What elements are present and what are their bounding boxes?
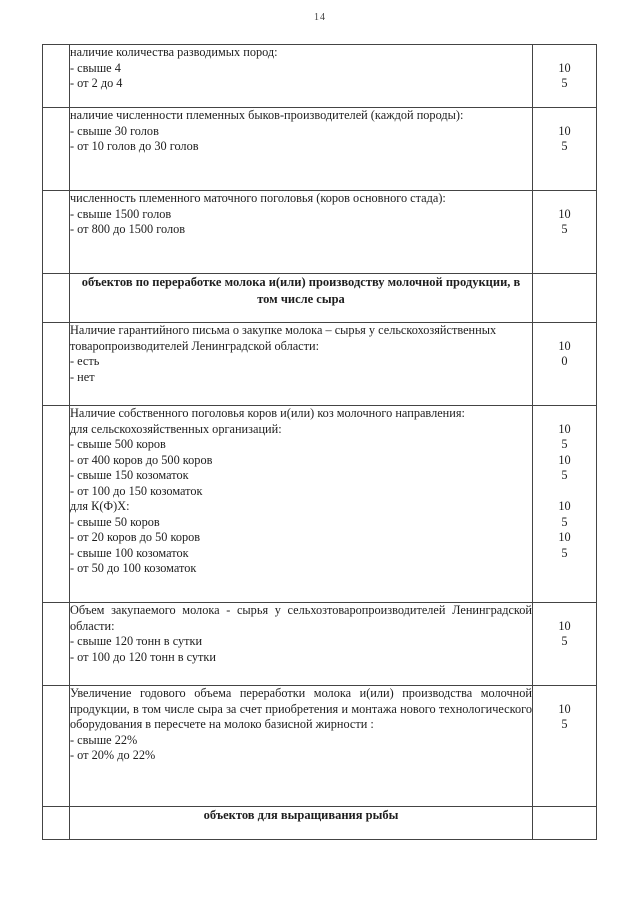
number-cell [43, 807, 70, 840]
criterion-option: - от 100 до 150 козоматок [70, 483, 203, 498]
score-value: 10 [558, 206, 571, 221]
criterion-option: - от 10 голов до 30 голов [70, 139, 199, 153]
number-cell [43, 274, 70, 323]
criterion-title: наличие численности племенных быков-производителей (каждой породы): [70, 108, 464, 122]
number-cell [43, 323, 70, 406]
score-cell [533, 191, 597, 274]
criterion-title: численность племенного маточного поголовья (коров основного стада): [70, 191, 446, 205]
score-cell [533, 603, 597, 686]
score-value: 5 [561, 139, 568, 153]
criterion-text-cell [70, 603, 533, 686]
number-cell [43, 191, 70, 274]
section-heading-row [43, 274, 597, 323]
criterion-text-cell [70, 686, 533, 807]
criterion-row [43, 323, 597, 406]
number-cell [43, 686, 70, 807]
criterion-row [43, 603, 597, 686]
score-value: 5 [561, 437, 568, 451]
score-cell [533, 274, 597, 323]
criterion-title: Наличие собственного поголовья коров и(или) коз молочного направления: [70, 406, 465, 420]
criterion-option: - свыше 4 [70, 60, 121, 75]
score-value [533, 603, 596, 619]
criteria-table-body [43, 45, 597, 840]
criterion-text-cell [70, 108, 533, 191]
section-heading-row [43, 807, 597, 840]
criterion-option: - свыше 120 тонн в сутки [70, 634, 203, 648]
score-value: 5 [561, 717, 568, 731]
criterion-text-cell [70, 323, 533, 406]
criterion-row [43, 686, 597, 807]
criterion-option: - свыше 50 коров [70, 514, 160, 529]
criterion-option: - от 20 коров до 50 коров [70, 530, 201, 544]
criterion-title: Объем закупаемого молока - сырья у сельхозтоваропроизводителей Ленинградской области: [70, 603, 532, 633]
criterion-option: - нет [70, 369, 95, 384]
criterion-text-cell [70, 191, 533, 274]
criterion-option: - от 100 до 120 тонн в сутки [70, 649, 216, 664]
criterion-option: - от 400 коров до 500 коров [70, 452, 213, 467]
section-heading: объектов по переработке молока и(или) производству молочной продукции, в том числе сыра [70, 274, 533, 323]
score-value: 5 [561, 468, 568, 482]
score-value: 10 [558, 60, 571, 75]
criterion-title: Увеличение годового объема переработки молока и(или) производства молочной продукции, в том числе сыра за счет приобретения и монтажа нового технологического оборудования в пересчете на молоко базисной жирности : [70, 686, 532, 731]
criterion-option: - от 20% до 22% [70, 748, 156, 762]
score-value: 5 [561, 222, 568, 236]
criterion-option: - свыше 100 козоматок [70, 545, 189, 560]
score-cell [533, 323, 597, 406]
criterion-option: - свыше 30 голов [70, 123, 159, 138]
score-value [533, 191, 596, 207]
criterion-option: для К(Ф)Х: [70, 499, 130, 513]
score-cell [533, 45, 597, 108]
score-value: 10 [558, 618, 571, 633]
score-value [533, 406, 596, 422]
score-cell [533, 807, 597, 840]
criterion-option: - от 800 до 1500 голов [70, 222, 186, 236]
score-cell [533, 406, 597, 603]
score-value: 10 [558, 338, 571, 353]
criterion-option: - свыше 150 козоматок [70, 468, 189, 482]
section-heading: объектов для выращивания рыбы [70, 807, 533, 840]
score-value [533, 45, 596, 61]
score-value: 5 [561, 514, 568, 529]
page-number: 14 [314, 12, 326, 23]
criterion-row [43, 45, 597, 108]
score-value [533, 484, 596, 500]
score-value: 10 [558, 701, 571, 716]
score-value: 0 [561, 354, 568, 368]
criterion-option: для сельскохозяйственных организаций: [70, 421, 282, 436]
criteria-table [42, 44, 597, 840]
criterion-row [43, 108, 597, 191]
criterion-option: - от 50 до 100 козоматок [70, 561, 197, 575]
criterion-option: - свыше 22% [70, 732, 138, 747]
score-value: 5 [561, 76, 568, 90]
score-value [533, 108, 596, 124]
score-value: 10 [558, 123, 571, 138]
score-cell [533, 686, 597, 807]
score-value: 10 [558, 452, 571, 467]
score-value: 10 [558, 530, 571, 544]
number-cell [43, 108, 70, 191]
number-cell [43, 45, 70, 108]
score-value: 10 [558, 499, 571, 513]
criterion-title: Наличие гарантийного письма о закупке молока – сырья у сельскохозяйственных товаропроизводителей Ленинградской области: [70, 323, 497, 353]
score-value [533, 323, 596, 339]
score-value: 5 [561, 634, 568, 648]
criterion-text-cell [70, 45, 533, 108]
criterion-row [43, 191, 597, 274]
score-value: 5 [561, 545, 568, 560]
score-value: 10 [558, 421, 571, 436]
number-cell [43, 406, 70, 603]
criterion-option: - от 2 до 4 [70, 76, 123, 90]
criterion-text-cell [70, 406, 533, 603]
criterion-option: - есть [70, 354, 100, 368]
criterion-title: наличие количества разводимых пород: [70, 45, 278, 59]
criterion-option: - свыше 500 коров [70, 437, 166, 451]
number-cell [43, 603, 70, 686]
criterion-option: - свыше 1500 голов [70, 206, 172, 221]
score-value [533, 686, 596, 702]
score-cell [533, 108, 597, 191]
criterion-row [43, 406, 597, 603]
